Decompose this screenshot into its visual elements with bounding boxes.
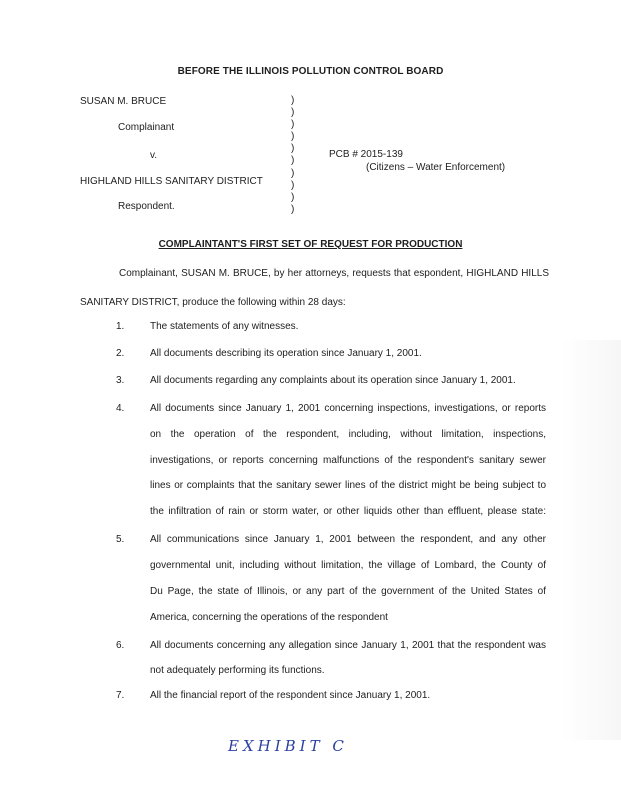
item-text: All documents since January 1, 2001 concerning inspections, investigations, or reports — [150, 403, 546, 414]
item-text: investigations, or reports concerning malfunctions of the respondent's sanitary sewer — [150, 455, 546, 466]
caption-brackets: ) ) ) ) ) ) ) ) ) ) — [291, 95, 295, 215]
item-text: All documents describing its operation since January 1, 2001. — [150, 348, 422, 359]
item-text: All communications since January 1, 2001 between the respondent, and any other — [150, 534, 546, 545]
item-text: lines or complaints that the sanitary sewer lines of the district might be being subject to — [150, 480, 546, 491]
respondent-role: Respondent. — [118, 201, 175, 212]
court-title: BEFORE THE ILLINOIS POLLUTION CONTROL BOARD — [177, 66, 444, 77]
item-text: governmental unit, including without limitation, the village of Lombard, the County of — [150, 560, 546, 571]
item-number: 5. — [116, 534, 125, 545]
item-number: 6. — [116, 640, 125, 651]
intro-line-2: SANITARY DISTRICT, produce the following within 28 days: — [80, 297, 346, 308]
item-text: All documents regarding any complaints about its operation since January 1, 2001. — [150, 375, 516, 386]
item-text: Du Page, the state of Illinois, or any part of the government of the United States of — [150, 586, 546, 597]
handwritten-exhibit-label: EXHIBIT C — [228, 737, 348, 755]
item-number: 1. — [116, 321, 125, 332]
item-text: on the operation of the respondent, including, without limitation, inspections, — [150, 429, 546, 440]
item-text: All the financial report of the respondent since January 1, 2001. — [150, 690, 431, 701]
item-text: the infiltration of rain or storm water, or other liquids other than effluent, please state: — [150, 506, 546, 517]
item-number: 7. — [116, 690, 125, 701]
item-number: 2. — [116, 348, 125, 359]
intro-line-1: Complainant, SUSAN M. BRUCE, by her attorneys, requests that espondent, HIGHLAND HILLS — [119, 268, 549, 279]
item-text: not adequately performing its functions. — [150, 665, 325, 676]
versus: v. — [150, 150, 158, 161]
item-number: 3. — [116, 375, 125, 386]
complainant-name: SUSAN M. BRUCE — [80, 96, 167, 107]
item-text: America, concerning the operations of the respondent — [150, 612, 388, 623]
case-number: PCB # 2015-139 — [329, 149, 403, 160]
item-text: All documents concerning any allegation since January 1, 2001 that the respondent was — [150, 640, 546, 651]
item-number: 4. — [116, 403, 125, 414]
item-text: The statements of any witnesses. — [150, 321, 299, 332]
respondent-name: HIGHLAND HILLS SANITARY DISTRICT — [80, 176, 263, 187]
case-type: (Citizens – Water Enforcement) — [366, 162, 506, 173]
complainant-role: Complainant — [118, 122, 175, 133]
scan-shadow — [561, 340, 621, 740]
document-heading: COMPLAINTANT'S FIRST SET OF REQUEST FOR PRODUCTION — [158, 239, 463, 250]
